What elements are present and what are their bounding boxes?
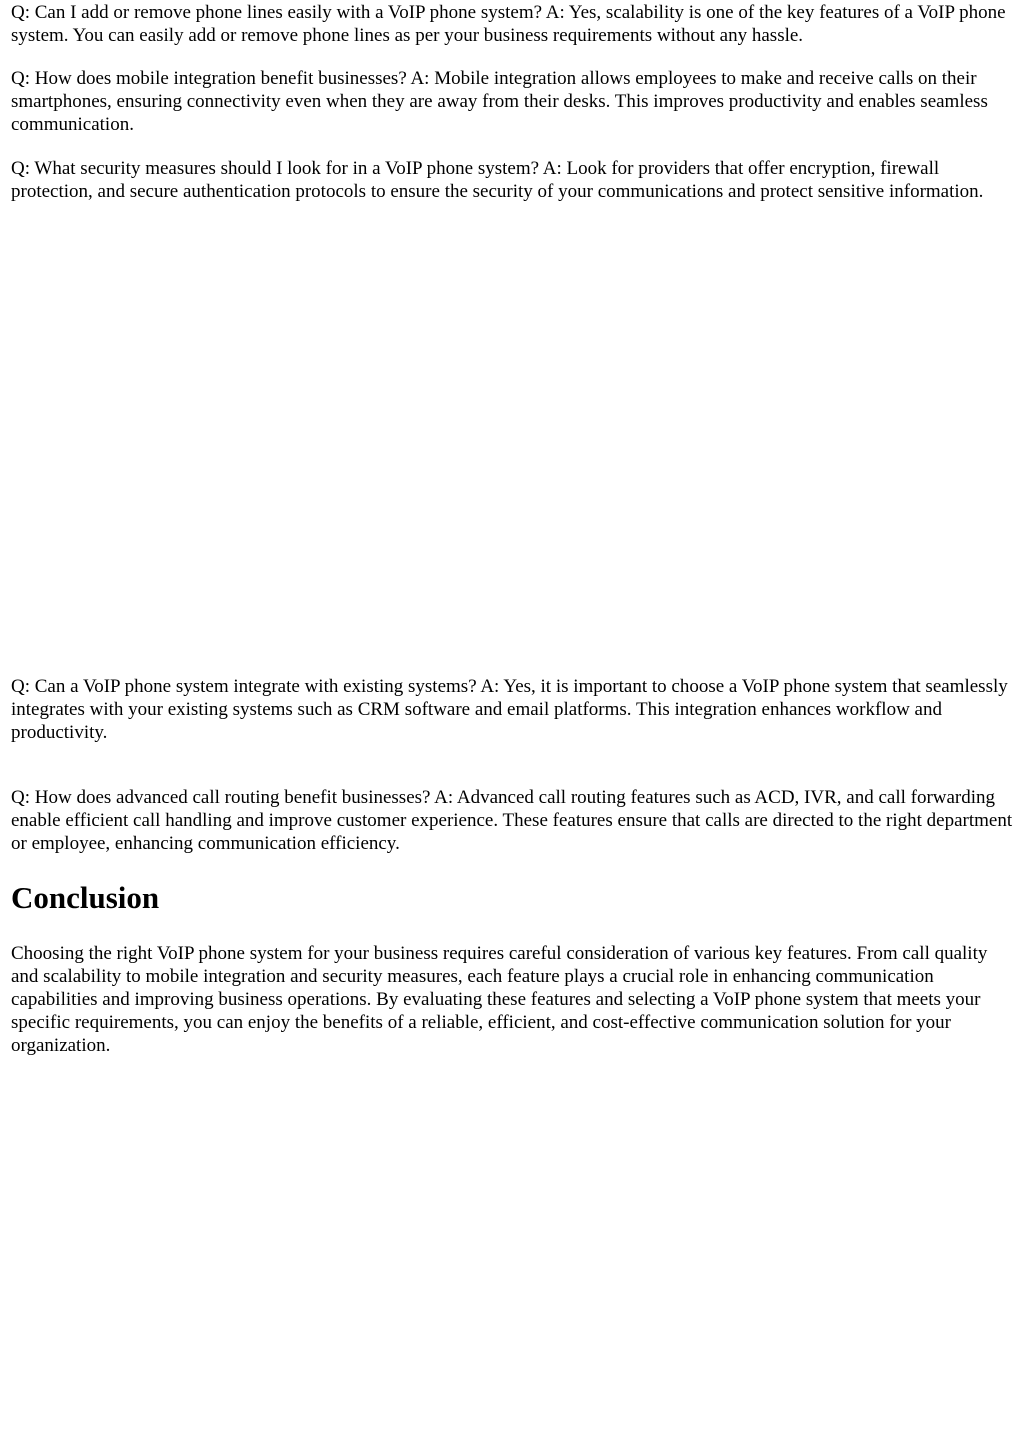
faq-item-security: Q: What security measures should I look for in a VoIP phone system? A: Look for providers that offer encryption, firewall protection, and secure authentication protocols to ensure the security of your communications and protect sensitive information. bbox=[11, 158, 984, 202]
faq-item-mobile-integration: Q: How does mobile integration benefit businesses? A: Mobile integration allows employees to make and receive calls on their smartphones, ensuring connectivity even when they are away from their desks. This improves productivity and enables seamless communication. bbox=[11, 68, 988, 135]
conclusion-paragraph: Choosing the right VoIP phone system for your business requires careful consideration of various key features. From call quality and scalability to mobile integration and security measures, each feature plays a crucial role in enhancing communication capabilities and improving business operations. By evaluating these features and selecting a VoIP phone system that meets your specific requirements, you can enjoy the benefits of a reliable, efficient, and cost-effective communication solution for your organization. bbox=[11, 943, 988, 1056]
conclusion-heading: Conclusion bbox=[11, 880, 160, 915]
faq-item-scalability: Q: Can I add or remove phone lines easily with a VoIP phone system? A: Yes, scalability is one of the key features of a VoIP phone system. You can easily add or remove phone lines as per your business requirements without any hassle. bbox=[11, 2, 1006, 46]
faq-item-system-integration: Q: Can a VoIP phone system integrate with existing systems? A: Yes, it is important to choose a VoIP phone system that seamlessly integrates with your existing systems such as CRM software and email platforms. This integration enhances workflow and productivity. bbox=[11, 676, 1008, 743]
faq-item-call-routing: Q: How does advanced call routing benefit businesses? A: Advanced call routing features such as ACD, IVR, and call forwarding enable efficient call handling and improve customer experience. These features ensure that calls are directed to the right department or employee, enhancing communication efficiency. bbox=[11, 787, 1013, 854]
